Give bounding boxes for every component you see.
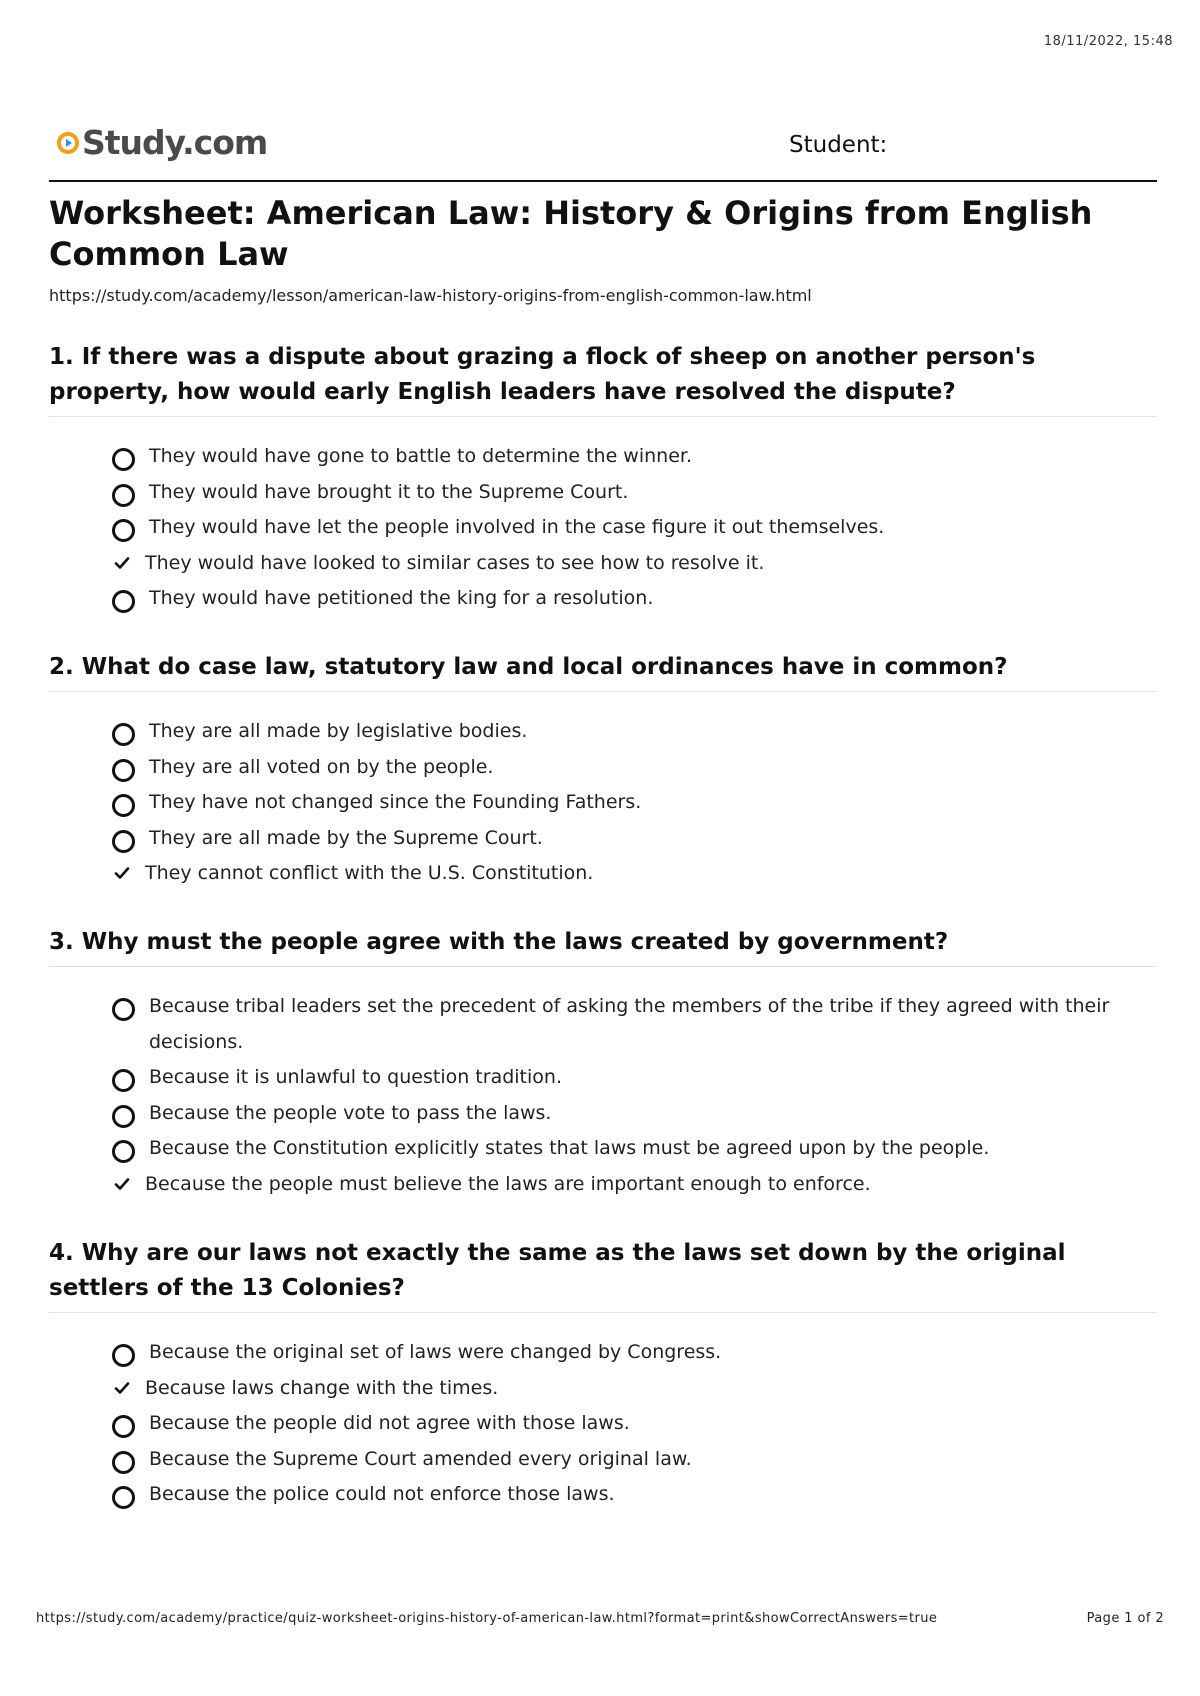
question-4 xyxy=(49,1236,1157,1513)
answer-option xyxy=(112,581,1157,617)
option-marker xyxy=(112,1060,149,1096)
option-label: They would have let the people involved in the case figure it out themselves. xyxy=(149,516,885,539)
option-label: Because the Constitution explicitly states that laws must be agreed upon by the people. xyxy=(149,1137,990,1160)
radio-icon xyxy=(112,998,135,1021)
radio-icon xyxy=(112,1344,135,1367)
option-label: They have not changed since the Founding Fathers. xyxy=(149,791,642,814)
check-icon xyxy=(114,1380,130,1396)
answer-options xyxy=(49,989,1157,1203)
radio-icon xyxy=(112,794,135,817)
source-url: https://study.com/academy/lesson/american-law-history-origins-from-english-common-law.html xyxy=(49,286,812,305)
answer-option xyxy=(112,439,1157,475)
radio-icon xyxy=(112,830,135,853)
question-text: 3. Why must the people agree with the laws created by government? xyxy=(49,925,1157,967)
option-label: They are all voted on by the people. xyxy=(149,755,494,778)
option-marker xyxy=(112,439,149,475)
option-marker xyxy=(112,989,149,1025)
answer-option xyxy=(112,1060,1157,1096)
answer-options xyxy=(49,1335,1157,1513)
option-label: Because the original set of laws were changed by Congress. xyxy=(149,1341,722,1363)
worksheet-header xyxy=(49,118,1157,182)
radio-icon xyxy=(112,1451,135,1474)
radio-icon xyxy=(112,590,135,613)
logo-text: Study.com xyxy=(82,123,268,162)
option-label: Because the people must believe the laws are important enough to enforce. xyxy=(145,1172,871,1195)
question-2 xyxy=(49,650,1157,892)
answer-option xyxy=(112,856,1157,892)
answer-option xyxy=(112,1335,1157,1371)
radio-icon xyxy=(112,448,135,471)
page-title: Worksheet: American Law: History & Origins from English Common Law xyxy=(49,194,1093,273)
option-label: They would have looked to similar cases to see how to resolve it. xyxy=(145,551,765,574)
radio-icon xyxy=(112,1486,135,1509)
radio-icon xyxy=(112,484,135,507)
answer-option xyxy=(112,1131,1157,1167)
study-logo xyxy=(57,123,267,162)
radio-icon xyxy=(112,723,135,746)
option-label: Because the police could not enforce those laws. xyxy=(149,1483,615,1506)
option-label: Because it is unlawful to question tradition. xyxy=(149,1066,562,1089)
option-marker xyxy=(112,1406,149,1442)
page-number: Page 1 of 2 xyxy=(1086,1611,1164,1626)
option-marker xyxy=(112,856,145,892)
answer-option xyxy=(112,1167,1157,1203)
answer-option xyxy=(112,714,1157,750)
radio-icon xyxy=(112,759,135,782)
answer-options xyxy=(49,439,1157,617)
answer-option xyxy=(112,1406,1157,1442)
answer-option xyxy=(112,546,1157,582)
answer-option xyxy=(112,821,1157,857)
question-text: 1. If there was a dispute about grazing a flock of sheep on another person's property, how would early English leaders have resolved the dispute? xyxy=(49,340,1157,417)
option-label: Because the people vote to pass the laws. xyxy=(149,1101,552,1124)
option-label: They are all made by legislative bodies. xyxy=(149,720,528,742)
option-marker xyxy=(112,714,149,750)
option-marker xyxy=(112,1167,145,1203)
option-marker xyxy=(112,1371,145,1407)
check-icon xyxy=(114,1176,130,1192)
option-marker xyxy=(112,821,149,857)
question-text: 4. Why are our laws not exactly the same as the laws set down by the original settlers of the 13 Colonies? xyxy=(49,1236,1157,1313)
option-label: They cannot conflict with the U.S. Constitution. xyxy=(145,862,594,885)
radio-icon xyxy=(112,1415,135,1438)
option-marker xyxy=(112,546,145,582)
answer-option xyxy=(112,989,1157,1060)
answer-option xyxy=(112,785,1157,821)
option-label: They would have petitioned the king for a resolution. xyxy=(149,587,654,610)
radio-icon xyxy=(112,519,135,542)
option-marker xyxy=(112,510,149,546)
option-label: They are all made by the Supreme Court. xyxy=(149,826,543,849)
answer-option xyxy=(112,750,1157,786)
check-icon xyxy=(114,865,130,881)
student-label: Student: xyxy=(789,132,888,158)
option-marker xyxy=(112,1131,149,1167)
option-marker xyxy=(112,1442,149,1478)
option-label: Because laws change with the times. xyxy=(145,1376,499,1399)
option-marker xyxy=(112,1335,149,1371)
option-marker xyxy=(112,581,149,617)
radio-icon xyxy=(112,1105,135,1128)
option-label: Because the Supreme Court amended every original law. xyxy=(149,1447,692,1470)
radio-icon xyxy=(112,1069,135,1092)
footer-url: https://study.com/academy/practice/quiz-worksheet-origins-history-of-american-law.html?format=print&showCorrectAnswers=true xyxy=(36,1611,938,1626)
answer-option xyxy=(112,1096,1157,1132)
answer-option xyxy=(112,1371,1157,1407)
question-1 xyxy=(49,340,1157,617)
option-marker xyxy=(112,1477,149,1513)
option-marker xyxy=(112,785,149,821)
option-marker xyxy=(112,750,149,786)
answer-options xyxy=(49,714,1157,892)
question-3 xyxy=(49,925,1157,1203)
print-timestamp: 18/11/2022, 15:48 xyxy=(1043,34,1173,49)
answer-option xyxy=(112,1442,1157,1478)
radio-icon xyxy=(112,1140,135,1163)
answer-option xyxy=(112,475,1157,511)
answer-option xyxy=(112,1477,1157,1513)
option-label: Because the people did not agree with those laws. xyxy=(149,1412,630,1435)
question-text: 2. What do case law, statutory law and local ordinances have in common? xyxy=(49,650,1157,692)
option-marker xyxy=(112,1096,149,1132)
answer-option xyxy=(112,510,1157,546)
option-marker xyxy=(112,475,149,511)
check-icon xyxy=(114,555,130,571)
option-label: Because tribal leaders set the precedent of asking the members of the tribe if they agreed with their decisions. xyxy=(149,995,1110,1053)
option-label: They would have brought it to the Supreme Court. xyxy=(149,480,629,503)
option-label: They would have gone to battle to determine the winner. xyxy=(149,445,693,467)
play-icon xyxy=(57,132,79,154)
